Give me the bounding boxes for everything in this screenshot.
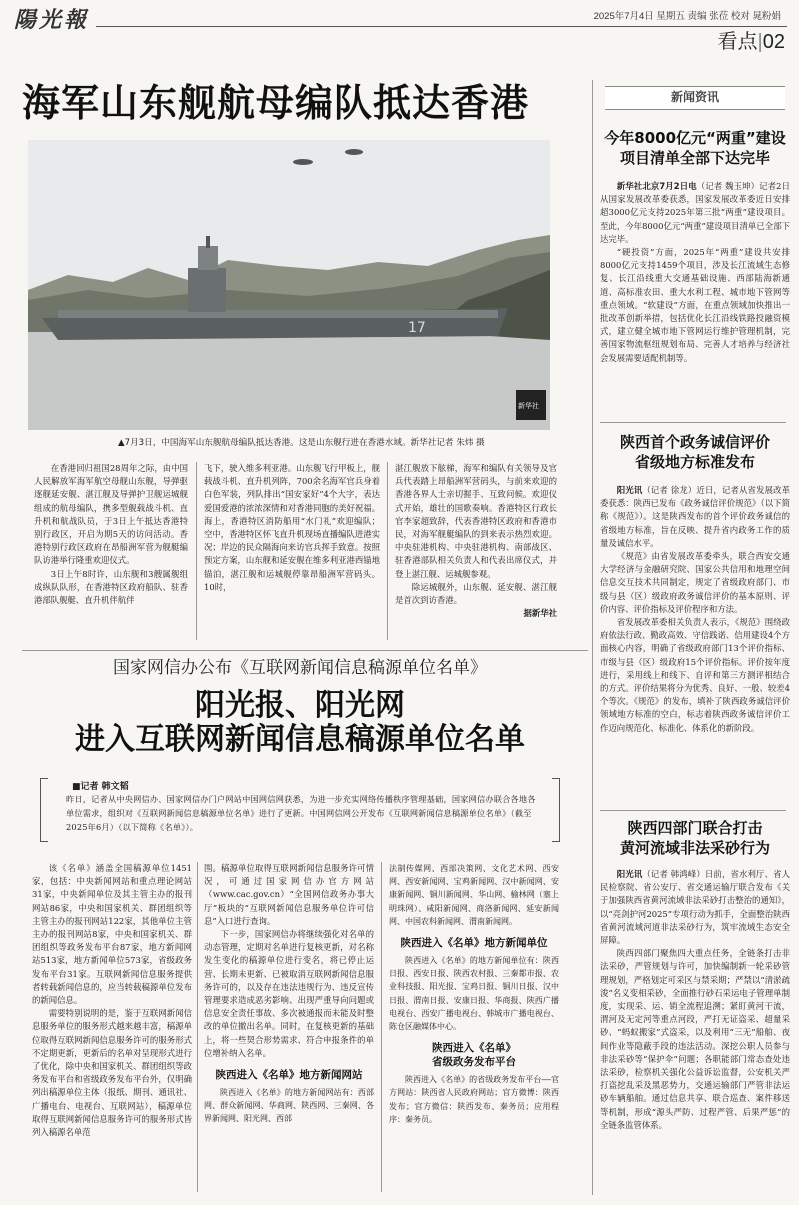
lead-paragraph: 3日上午8时许，山东舰和3艘属舰组成纵队队形，在香港特区政府船队、驻香港部队舰艇、直升机伴航伴 (34, 568, 188, 606)
issue-meta: 2025年7月4日 星期五 责编 张莅 校对 晁粉娟 (593, 11, 781, 22)
brief-paragraph (600, 180, 790, 246)
svg-text:17: 17 (408, 320, 426, 336)
feature-paragraph: 陕西进入《名单》的地方新闻网站有：西部网、群众新闻网、华商网、陕西网、三秦网、各界新闻网、阳光网、西部 (204, 1088, 374, 1124)
column-rule (196, 462, 197, 640)
brief-3-dateline: 阳光讯 (616, 869, 643, 879)
feature-paragraph: 围。稿源单位取得互联网新闻信息服务许可情况，可通过国家网信办官方网站（www.cac.gov.cn）“全国网信政务办事大厅”板块的“互联网新闻信息服务单位许可信息”入口进行查询。 (204, 863, 374, 926)
brief-3-reporter: （记者 韩鸿峰） (642, 869, 705, 879)
brief-2-title-1: 陕西首个政务诚信评价 (619, 433, 770, 451)
subhead-news-units: 陕西进入《名单》地方新闻单位 (400, 937, 548, 950)
lead-headline: 海军山东舰航母编队抵达香港 (22, 81, 530, 125)
page-number: 02 (762, 31, 785, 53)
column-rule (381, 862, 382, 1192)
brief-paragraph (600, 484, 790, 550)
sidebar-rule (592, 80, 593, 1195)
brief-divider (600, 810, 786, 811)
brief-1-title-2: 项目清单全部下达完毕 (619, 149, 770, 167)
brief-2 (600, 432, 790, 735)
lead-paragraph: 湛江舰放下舷梯，海军和编队有关领导及官兵代表踏上昂船洲军营码头，与前来欢迎的香港各界人士亲切握手、互致问候。欢迎仪式开始，雄壮的国歌奏响。香港特区行政长官李家超致辞，代表香港特区政府和香港市民，对海军舰艇编队的到来表示热烈欢迎。中央驻港机构、中央驻港机构、南部战区、驻香港部队相关负责人和代表出席仪式，并登上湛江舰、运城舰参观。 (395, 463, 557, 579)
brief-paragraph (600, 868, 790, 947)
lead-column-1 (34, 462, 188, 607)
feature-headline-line2: 进入互联网新闻信息稿源单位名单 (75, 722, 525, 757)
brief-1-body: 记者2日从国家发展改革委获悉，国家发展改革委近日安排超3000亿元支持2025年第三批“两重”建设项目。至此，今年8000亿元“两重”建设项目清单已全部下达完毕。 (600, 181, 790, 244)
photo-caption: ▲7月3日，中国海军山东舰航母编队抵达香港。这是山东舰行进在香港水域。新华社记者 朱炜 摄 (118, 438, 485, 448)
column-rule (387, 462, 388, 640)
brief-2-reporter: （记者 徐龙） (642, 485, 697, 495)
feature-paragraph: 下一步，国家网信办将继续强化对名单的动态管理，定期对名单进行复核更新，对名称发生变化的稿源单位进行变名，将已停止运营、长期未更新、已被取消互联网新闻信息服务许可的，以及存在违法违规行为、违反宣传管理要求造成恶劣影响、出现严重导向问题或信息安全责任事故、多次被通报而未能及时整改的单位撤出名单。同时，在复核更新的基础上，将一些契合形势需求、符合申报条件的单位增补纳入名单。 (204, 929, 374, 1058)
brief-paragraph: 《规范》由省发展改革委牵头，联合西安交通大学经济与金融研究院、国家公共信用和地理空间信息交互技术共同制定，规定了省级政府部门、市级与县（区）级政府政务诚信评价的基本原则、评价内容、评价指标及评价程序和方法。 (600, 551, 790, 614)
feature-column-1 (32, 862, 192, 1139)
brief-3-title-1: 陕西四部门联合打击 (627, 819, 763, 837)
masthead-logo: 陽光報 (14, 7, 90, 33)
feature-paragraph: 法制传媒网、西部决策网、文化艺术网、西安网、西安新闻网、宝鸡新闻网、汉中新闻网、安康新闻网、铜川新闻网、华山网、榆林网（塞上明珠网）、咸阳新闻网、商洛新闻网、延安新闻网、中国农科新闻网、渭南新闻网。 (389, 864, 559, 926)
subhead-platforms-2: 省级政务发布平台 (432, 1056, 516, 1069)
brief-3-body: 日前，省水利厅、省人民检察院、省公安厅、省交通运输厅联合发布《关于加强陕西省黄河流域非法采砂打击整治的通知》，以“亮剑护河2025”专项行动为抓手，全面整治陕西省黄河流域河道非法采砂行为，筑牢流域生态安全屏障。 (600, 869, 791, 946)
brief-3 (600, 818, 790, 1132)
brief-3-title-2: 黄河流域非法采砂行为 (619, 839, 770, 857)
feature-column-3 (389, 862, 559, 1126)
brief-paragraph: “硬投资”方面，2025年“两重”建设共安排8000亿元支持1459个项目，涉及长江流域生态修复、长江沿线重大交通基础设施、西部陆海新通道、高标准农田、重大水利工程、城市地下管网等重点领域。“软建设”方面，在重点领域加快推出一批改革创新举措，包括优化长江沿线铁路投融资模式，建立健全城市地下管网运行维护管理机制，完善国家物流枢纽规划布局、完善人才培养与经济社会发展需要适配机制等。 (600, 247, 790, 363)
brief-2-dateline: 阳光讯 (616, 485, 643, 495)
brief-1 (600, 128, 790, 365)
feature-paragraph: 陕西进入《名单》的省级政务发布平台——官方网站：陕西省人民政府网站；官方微博：陕西发布；官方微信：陕西发布、秦务员；应用程序：秦务员。 (389, 1075, 559, 1124)
abstract-text: 昨日，记者从中央网信办、国家网信办门户网站中国网信网获悉，为进一步充实网络传播秩序管理基础，国家网信办联合各地各单位需求，组织对《互联网新闻信息稿源单位名单》进行了更新。中国网信网公开发布《互联网新闻信息稿源单位名单》（截至2025年6月）（以下简称《名单》）。 (66, 794, 536, 832)
aircraft-carrier-photo (28, 140, 550, 430)
feature-paragraph: 陕西进入《名单》的地方新闻单位有：陕西日报、西安日报、陕西农村报、三秦都市报、农业科技报、阳光报、宝鸡日报、铜川日报、汉中日报、渭南日报、安康日报、华商报、陕西广播电视台、西安广播电视台、韩城市广播电视台、陈仓区融媒体中心。 (389, 956, 559, 1032)
brief-divider (600, 422, 786, 423)
column-rule (197, 862, 198, 1192)
lead-paragraph: 在香港回归祖国28周年之际，由中国人民解放军海军航空母舰山东舰，导弹驱逐舰延安舰、湛江舰及导弹护卫舰运城舰组成的航母编队，携多型舰载战斗机、直升机和航战队员，于3日上午抵达香港特别行政区，开启为期5天的访问活动。香港特别行政区政府在昂船洲军营为舰艇编队访港举行隆重欢迎仪式。 (34, 463, 188, 566)
section-divider (22, 650, 588, 651)
brief-1-dateline: 新华社北京7月2日电 (616, 181, 697, 191)
lead-paragraph: 飞下，驶入维多利亚港。山东舰飞行甲板上，舰载战斗机、直升机列阵，700余名海军官兵身着白色军装，列队排出“国安家好”4个大字，表达爱国爱港的浓浓深情和对香港同胞的美好祝福。海上，香港特区消防船用“水门礼”欢迎编队；空中，香港特区怀飞直升机现场直播编队进港实况；岸边的民众隔海向来访官兵挥手致意。按照预定方案，山东舰和延安舰在维多利亚港西锚地锚泊，湛江舰和运城舰停靠昂船洲军营码头。10时， (204, 463, 380, 592)
subhead-news-sites: 陕西进入《名单》地方新闻网站 (215, 1069, 363, 1082)
lead-column-2 (204, 462, 380, 594)
feature-paragraph: 需要特别说明的是，鉴于互联网新闻信息服务单位的服务形式越来越丰富，稿源单位取得互联网新闻信息服务许可的服务形式不定期更新，更新后的名单对呈现形式进行了优化，除中央和国家机关、群团组织等政务发布平台和省级政务发布平台外，仅明确列出稿源单位主体（报纸、期刊、通讯社、广播电台、电视台、互联网站），稿源单位取得互联网新闻信息服务许可的服务形式皆列入稿源名单范 (32, 1008, 192, 1138)
section-label: 看点 (717, 31, 758, 53)
lead-source: 据新华社 (523, 608, 557, 619)
brief-2-body: 近日，记者从省发展改革委获悉：陕西已发布《政务诚信评价规范》（以下简称《规范》）。这是陕西发布的首个评价政务诚信的省级地方标准，旨在反映、提升省内政务工作的质量及诚信水平。 (600, 485, 791, 548)
bracket-right (552, 778, 560, 842)
feature-headline-line1: 阳光报、阳光网 (195, 688, 405, 723)
feature-column-2 (204, 862, 374, 1126)
brief-2-title-2: 省级地方标准发布 (634, 453, 755, 471)
feature-author: ■记者 韩文韬 (72, 782, 129, 792)
feature-kicker: 国家网信办公布《互联网新闻信息稿源单位名单》 (113, 658, 487, 678)
feature-paragraph: 该《名单》涵盖全国稿源单位1451家，包括：中央新闻网站和重点理论网站31家，中央新闻单位及其主管主办的报刊网站86家，中央和国家机关、群团组织等主管主办的报刊网站122家，其他单位主管主办的报刊网站8家，中央和国家机关、群团组织等政务发布平台87家，地方新闻网站513家，地方新闻单位573家，省级政务发布平台31家。互联网新闻信息服务提供者转载新闻信息的，应当转载稿源单位发布的新闻信息。 (32, 863, 192, 1006)
section-tag: 看点|02 (717, 31, 785, 53)
lead-paragraph: 除运城舰外，山东舰、延安舰、湛江舰是首次到访香港。 (395, 581, 557, 606)
photo-illustration (28, 140, 550, 430)
brief-1-reporter: （记者 魏玉坤） (696, 181, 760, 191)
brief-1-title-1: 今年8000亿元“两重”建设 (604, 129, 786, 147)
news-section-label: 新闻资讯 (605, 86, 785, 110)
subhead-platforms-1: 陕西进入《名单》 (432, 1042, 516, 1055)
brief-paragraph: 省发展改革委相关负责人表示，《规范》围绕政府依法行政、勤政高效、守信践诺、信用建设4个方面核心内容，明确了省级政府部门13个评价指标、市级与县（区）级政府15个评价指标。评价按年度进行，采用线上和线下、自评和第三方测评相结合的方式。评价结果将分为优秀、良好、一般、较差4个等次。《规范》的发布，填补了陕西政务诚信评价领域地方标准的空白，标志着陕西政务诚信评价工作迈向规范化、标准化、体系化的新阶段。 (600, 617, 790, 733)
brief-paragraph: 陕西四部门聚焦四大重点任务，全链条打击非法采砂，严管规划与许可，加快编制新一轮采砂管理规划，严格划定可采区与禁采期；严禁以“清淤疏浚”名义变相采砂，全面推行砂石采运电子管理单制度，实现采、运、销全流程追溯；紧盯黄河干流，渭河及无定河等重点河段，严打无证盗采、超量采砂、“蚂蚁搬家”式盗采，以及利用“三无”船舶、夜间作业等隐蔽手段的违法活动。深挖公职人员参与非法采砂等“保护伞”问题；各职能部门常态查处违法采砂，检察机关强化公益诉讼监督，公安机关严打盗挖乱采及黑恶势力，交通运输部门严管非法运砂车辆船舶。通过信息共享、联合巡查、案件移送等机制，形成“源头严防、过程严管、后果严惩”的全链条监管体系。 (600, 948, 790, 1130)
lead-column-3 (395, 462, 557, 620)
header-rule (96, 26, 787, 27)
photo-watermark: 新华社 (518, 402, 539, 410)
bracket-left (40, 778, 48, 842)
